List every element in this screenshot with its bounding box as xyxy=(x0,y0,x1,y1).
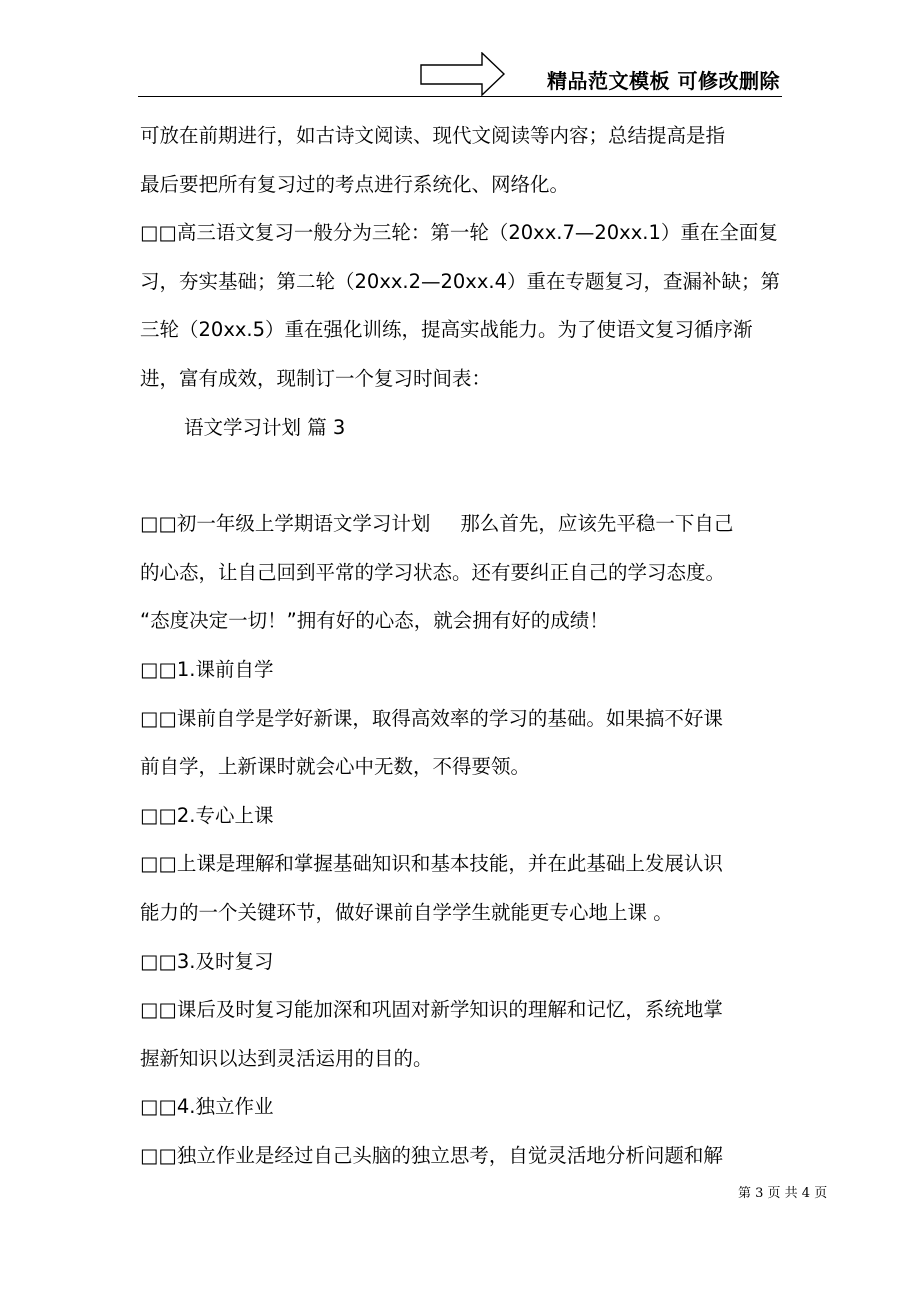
text-line: 三轮（20xx.5）重在强化训练，提高实战能力。为了使语文复习循序渐 xyxy=(140,318,753,342)
item-heading: □□2.专心上课 xyxy=(140,803,274,827)
page-number: 第 3 页 共 4 页 xyxy=(738,1186,828,1201)
text-line: 前自学，上新课时就会心中无数，不得要领。 xyxy=(140,755,531,779)
text-line: □□上课是理解和掌握基础知识和基本技能，并在此基础上发展认识 xyxy=(140,852,723,876)
page-header xyxy=(138,52,782,98)
right-arrow-icon xyxy=(420,52,506,98)
item-heading: □□1.课前自学 xyxy=(140,657,274,681)
text-line: □□课后及时复习能加深和巩固对新学知识的理解和记忆，系统地掌 xyxy=(140,998,723,1022)
text-line: 最后要把所有复习过的考点进行系统化、网络化。 xyxy=(140,172,570,196)
item-heading: □□4.独立作业 xyxy=(140,1095,274,1119)
text-line: 进，富有成效，现制订一个复习时间表： xyxy=(140,366,492,390)
text-line: “态度决定一切！”拥有好的心态，就会拥有好的成绩！ xyxy=(140,609,609,633)
text-line: □□高三语文复习一般分为三轮：第一轮（20xx.7—20xx.1）重在全面复 xyxy=(140,221,778,245)
section-title: 语文学习计划 篇 3 xyxy=(184,415,346,439)
header-divider xyxy=(138,96,782,97)
text-line: □□课前自学是学好新课，取得高效率的学习的基础。如果搞不好课 xyxy=(140,706,723,730)
text-line: 能力的一个关键环节，做好课前自学学生就能更专心地上课 。 xyxy=(140,900,673,924)
document-body xyxy=(140,112,780,1180)
intro-rest: 那么首先，应该先平稳一下自己 xyxy=(460,512,734,536)
intro-line xyxy=(140,500,780,549)
blank-line xyxy=(140,452,780,500)
text-line: 的心态，让自己回到平常的学习状态。还有要纠正自己的学习态度。 xyxy=(140,560,726,584)
text-line: 握新知识以达到灵活运用的目的。 xyxy=(140,1046,433,1070)
intro-lead: □□初一年级上学期语文学习计划 xyxy=(140,512,431,536)
text-line: 可放在前期进行，如古诗文阅读、现代文阅读等内容；总结提高是指 xyxy=(140,124,726,147)
text-line: 习，夯实基础；第二轮（20xx.2—20xx.4）重在专题复习，查漏补缺；第 xyxy=(140,269,780,293)
item-heading: □□3.及时复习 xyxy=(140,949,274,973)
header-title: 精品范文模板 可修改删除 xyxy=(547,69,780,93)
text-line: □□独立作业是经过自己头脑的独立思考，自觉灵活地分析问题和解 xyxy=(140,1143,723,1167)
